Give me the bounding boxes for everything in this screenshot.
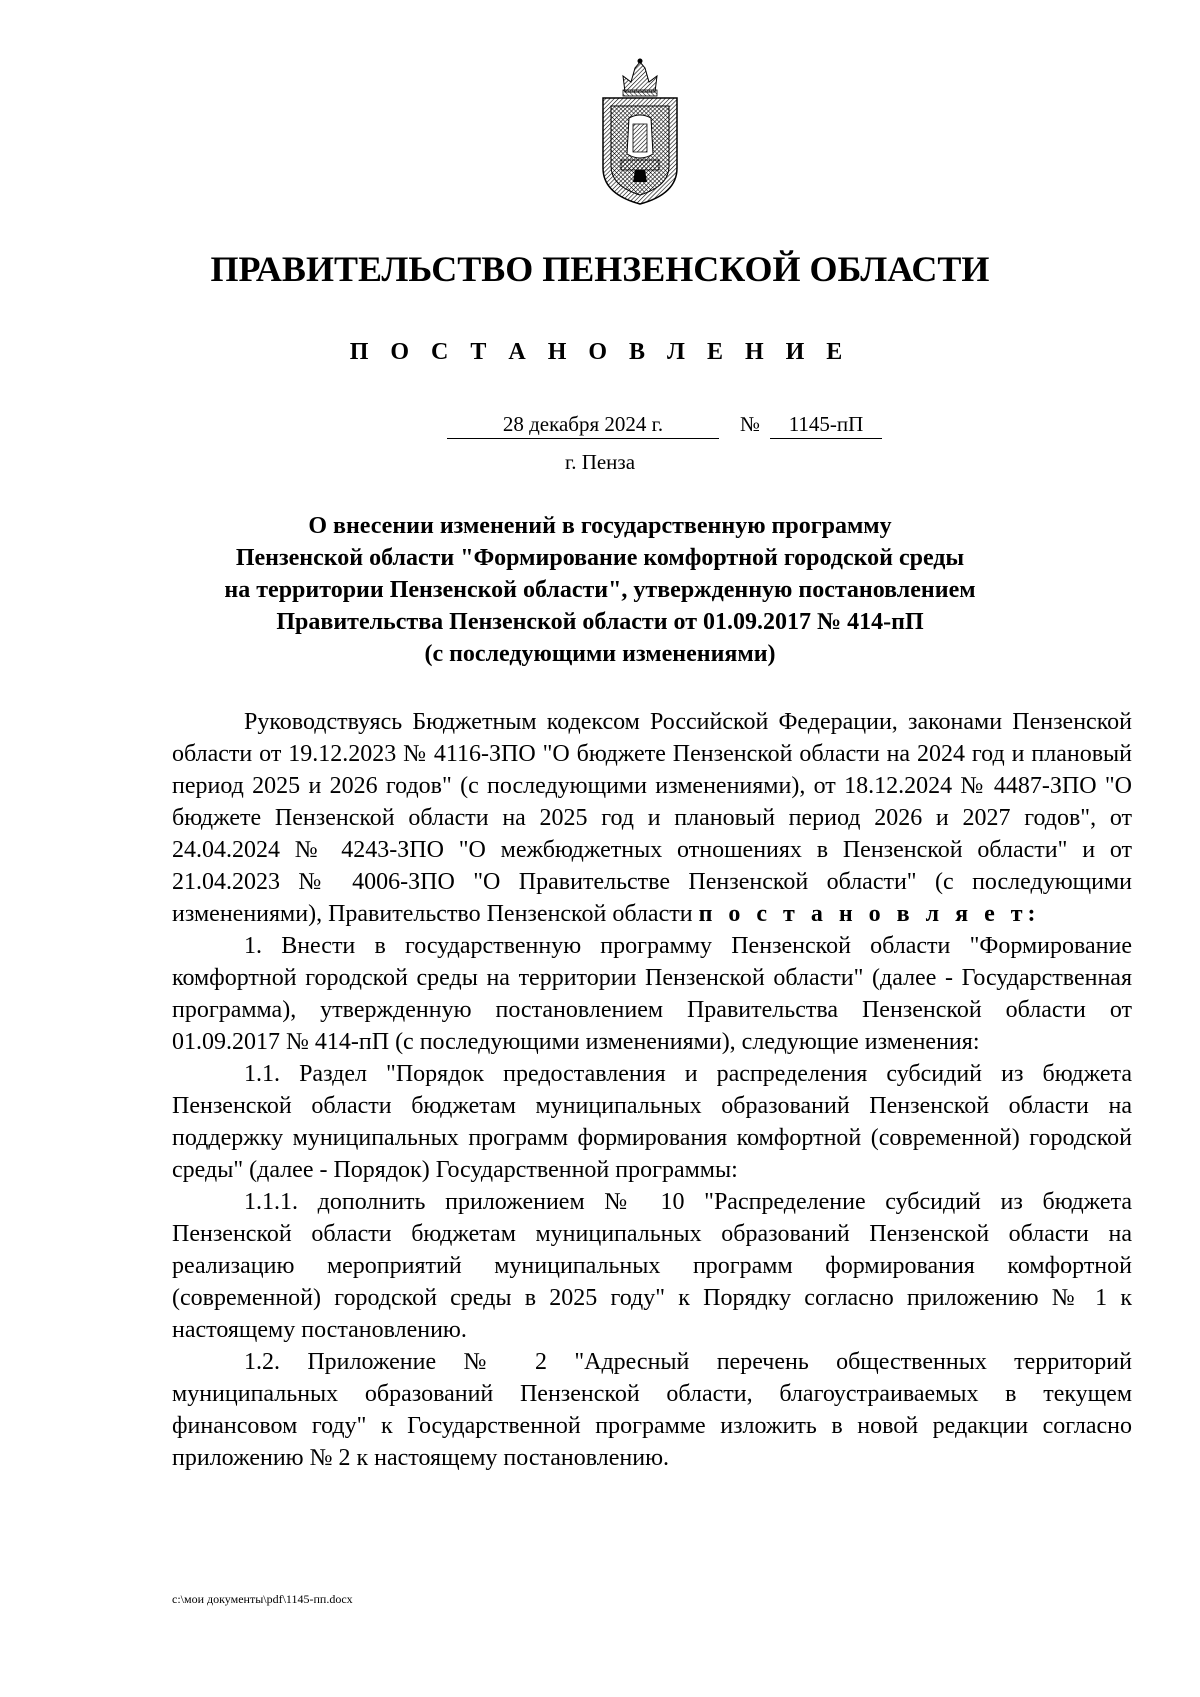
document-body <box>172 706 1132 1474</box>
coat-of-arms-icon <box>595 58 685 206</box>
decree-word: п о с т а н о в л я е т: <box>698 901 1041 927</box>
heading-line: (с последующими изменениями) <box>424 641 776 667</box>
heading-line: Правительства Пензенской области от 01.09.2017 № 414-пП <box>276 609 924 635</box>
heading-line: Пензенской области "Формирование комфортной городской среды <box>235 545 965 571</box>
document-type: П О С Т А Н О В Л Е Н И Е <box>349 339 851 365</box>
document-date: 28 декабря 2024 г. <box>447 412 719 439</box>
preamble-text: Руководствуясь Бюджетным кодексом Российской Федерации, законами Пензенской области от 19.12.2023 № 4116-ЗПО "О бюджете Пензенской области на 2024 год и плановый период 2025 и 2026 годов" (с последующими изменениями), от 18.12.2024 № 4487-ЗПО "О бюджете Пензенской области на 2025 год и плановый период 2026 и 2027 годов", от 24.04.2024 № 4243-ЗПО "О межбюджетных отношениях в Пензенской области" и от 21.04.2023 № 4006-ЗПО "О Правительстве Пензенской области" (с последующими изменениями), Правительство Пензенской области <box>172 709 1132 927</box>
preamble-paragraph <box>172 706 1132 930</box>
item-1-paragraph: 1. Внести в государственную программу Пензенской области "Формирование комфортной городской среды на территории Пензенской области" (далее - Государственная программа), утвержденную постановлением Правительства Пензенской области от 01.09.2017 № 414-пП (с последующими изменениями), следующие изменения: <box>172 933 1132 1055</box>
document-heading <box>150 510 1050 670</box>
crown-icon <box>623 59 657 97</box>
item-1-1-1-paragraph: 1.1.1. дополнить приложением № 10 "Распределение субсидий из бюджета Пензенской области бюджетам муниципальных образований Пензенской области на реализацию мероприятий муниципальных программ формирования комфортной (современной) городской среды в 2025 году" к Порядку согласно приложению № 1 к настоящему постановлению. <box>172 1189 1132 1343</box>
number-label: № <box>740 412 761 436</box>
heading-line: О внесении изменений в государственную программу <box>308 513 892 539</box>
item-1-2-paragraph: 1.2. Приложение № 2 "Адресный перечень общественных территорий муниципальных образований Пензенской области, благоустраиваемых в текущем финансовом году" к Государственной программе изложить в новой редакции согласно приложению № 2 к настоящему постановлению. <box>172 1349 1132 1471</box>
heading-line: на территории Пензенской области", утвержденную постановлением <box>224 577 976 603</box>
document-city: г. Пенза <box>564 450 636 474</box>
document-number: 1145-пП <box>770 412 882 439</box>
item-1-1-paragraph: 1.1. Раздел "Порядок предоставления и распределения субсидий из бюджета Пензенской области бюджетам муниципальных образований Пензенской области на поддержку муниципальных программ формирования комфортной (современной) городской среды" (далее - Порядок) Государственной программы: <box>172 1061 1132 1183</box>
footer-file-path: c:\мои документы\pdf\1145-пп.docx <box>172 1592 353 1606</box>
government-title: ПРАВИТЕЛЬСТВО ПЕНЗЕНСКОЙ ОБЛАСТИ <box>210 249 990 289</box>
